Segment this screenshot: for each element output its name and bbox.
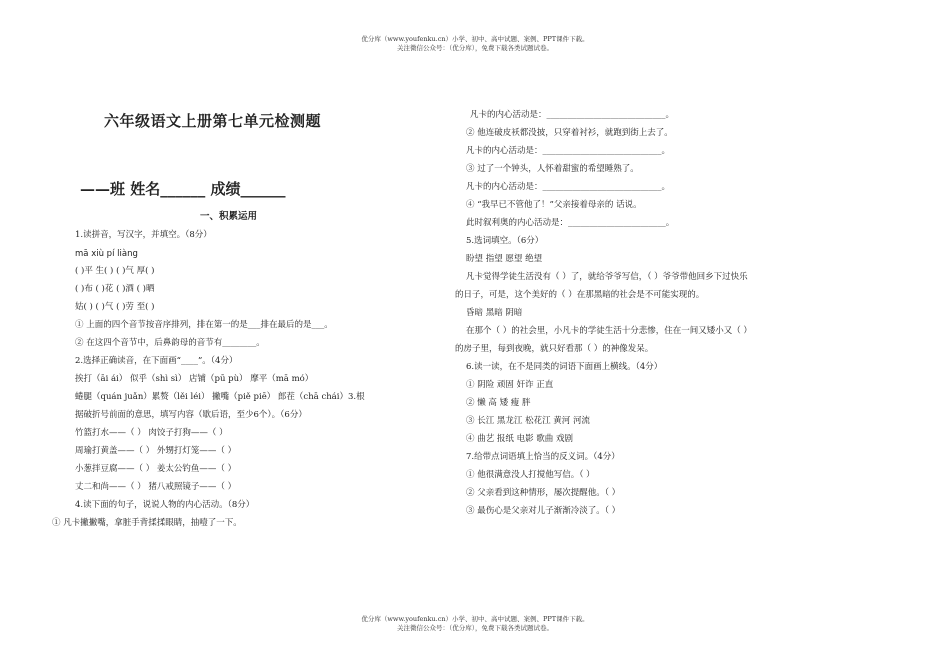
question-text: 1.读拼音，写汉字，并填空。（8分） (75, 230, 212, 240)
question-text: 凡卡的内心活动是：____________________________。 (466, 182, 671, 192)
page-title: 六年级语文上册第七单元检测题 (104, 112, 322, 130)
question-text: ② 父亲看到这种情形，屡次提醒他。（ ） (466, 488, 621, 498)
header-line-1: 优分库（www.youfenku.cn）小学、初中、高中试题、案例、PPT课件下载。 (361, 35, 589, 43)
page-footer (0, 615, 950, 633)
question-text: 2.选择正确读音，在下面画“____”。（4分） (75, 356, 238, 366)
question-text: 此时叙利奥的内心活动是：_______________________。 (466, 218, 675, 228)
question-text: ① 他很满意没人打搅他写信。（ ） (466, 470, 595, 480)
question-text: 的日子，可是，这个美好的（ ）在那黑暗的社会是不可能实现的。 (455, 290, 705, 300)
question-text: 小葱拌豆腐——（ ） 姜太公钓鱼——（ ） (75, 464, 237, 474)
question-text: 的房子里，每到夜晚，就只好看那（ ）的神像发呆。 (455, 344, 654, 354)
question-text: 昏暗 黑暗 阴暗 (466, 308, 523, 318)
footer-line-2: 关注微信公众号：（优分库），免费下载各类试题试卷。 (397, 624, 553, 632)
question-text: 丈二和尚——（ ） 猪八戒照镜子——（ ） (75, 482, 237, 492)
question-text: ③ 最伤心是父亲对儿子渐渐冷淡了。（ ） (466, 506, 621, 516)
question-text: 据破折号前面的意思，填写内容（歇后语，至少6个）。（6分） (75, 410, 307, 420)
question-text: 盼望 指望 愿望 绝望 (466, 254, 543, 264)
question-text: ③ 过了一个钟头，人怀着甜蜜的希望睡熟了。 (466, 164, 639, 174)
question-text: 7.给带点词语填上恰当的反义词。（4分） (466, 452, 620, 462)
question-text: ( )布 ( )花 ( )酒 ( )晒 (75, 284, 155, 294)
question-text: ③ 长江 黑龙江 松花江 黄河 河流 (466, 416, 591, 426)
question-text: 4.读下面的句子，说说人物的内心活动。（8分） (75, 500, 255, 510)
question-text: ② 懒 高 矮 瘦 胖 (466, 398, 531, 408)
footer-line-1: 优分库（www.youfenku.cn）小学、初中、高中试题、案例、PPT课件下载。 (361, 615, 589, 623)
question-text: 凡卡的内心活动是：____________________________。 (466, 146, 671, 156)
question-text: 蜷腿（quán juǎn）累赘（lěi léi） 撇嘴（piě piē） 郎茬（chā chái）3.根 (75, 392, 365, 402)
question-text: ( )平 生( ) ( )气 厚( ) (75, 266, 155, 276)
question-text: 凡卡觉得学徒生活没有（ ）了，就给爷爷写信，（ ）爷爷带他回乡下过快乐 (466, 272, 748, 282)
question-text: 挨打（āi ái） 似乎（shì sì） 店铺（pū pù） 摩平（mā mó） (75, 374, 314, 384)
question-text: 6.读一读，在不是同类的词语下面画上横线。（4分） (466, 362, 663, 372)
question-text: 姑( ) ( )气 ( )劳 至( ) (75, 302, 155, 312)
question-text: 5.选词填空。（6分） (466, 236, 544, 246)
question-text: ② 在这四个音节中，后鼻韵母的音节有________。 (75, 338, 265, 348)
header-line-2: 关注微信公众号：（优分库），免费下载各类试题试卷。 (397, 44, 553, 52)
question-text: 竹篮打水——（ ） 肉饺子打狗——（ ） (75, 428, 228, 438)
question-text: ① 上面的四个音节按音序排列，排在第一的是___排在最后的是___。 (75, 320, 333, 330)
question-text: ① 凡卡撇撇嘴，拿脏手背揉揉眼睛，抽噎了一下。 (52, 518, 242, 528)
student-info-line: ——班 姓名______ 成绩______ (80, 180, 286, 198)
question-text: ② 他连破皮袄都没披，只穿着衬衫，就跑到街上去了。 (466, 128, 673, 138)
question-text: ④ “我早已不管他了！”父亲接着母亲的 话说。 (466, 200, 642, 210)
question-text: 在那个（ ）的社会里，小凡卡的学徒生活十分悲惨，住在一间又矮小又（ ） (466, 326, 752, 336)
page-header (0, 35, 950, 53)
section-title: 一、积累运用 (200, 211, 258, 222)
question-text: 凡卡的内心活动是：____________________________。 (470, 110, 675, 120)
pinyin-row: mā xiù pí liàng (75, 249, 138, 259)
question-text: ① 阴险 顽固 奸诈 正直 (466, 380, 554, 390)
question-text: 周瑜打黄盖——（ ） 外甥打灯笼——（ ） (75, 446, 237, 456)
question-text: ④ 曲艺 报纸 电影 歌曲 戏剧 (466, 434, 574, 444)
